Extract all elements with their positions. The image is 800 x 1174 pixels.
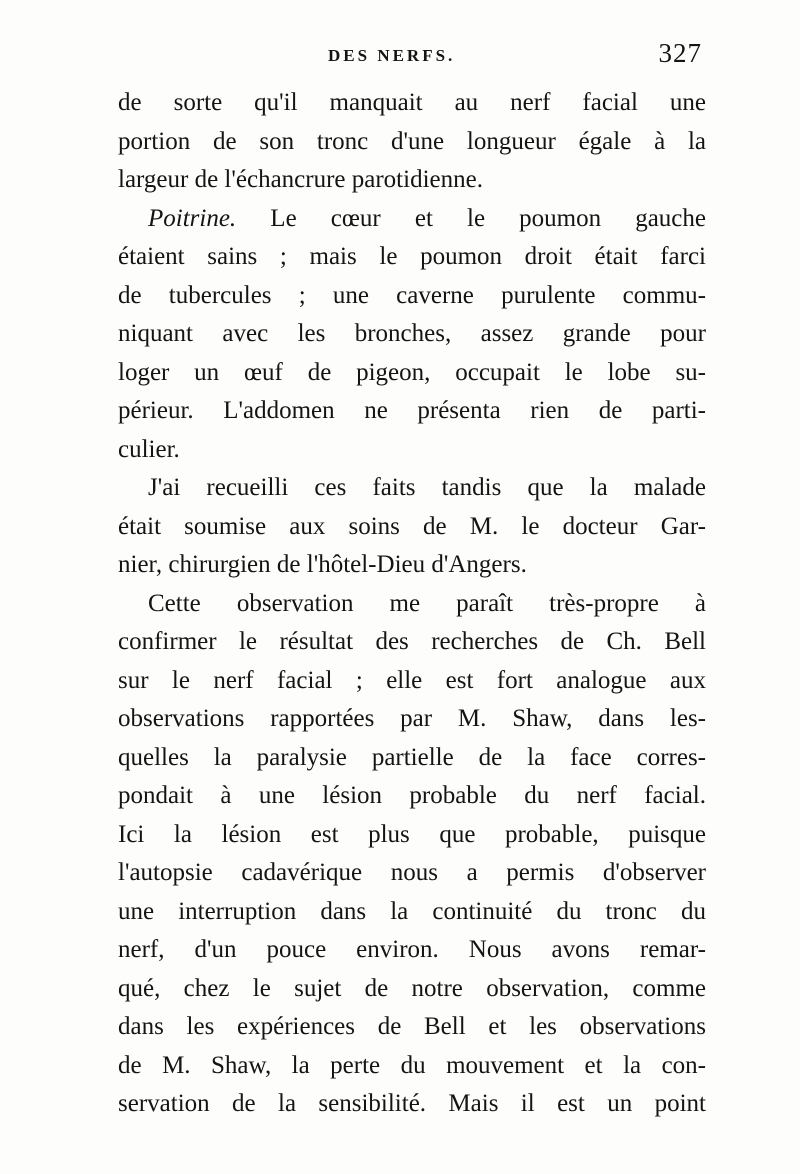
text-line: de sorte qu'il manquait au nerf facial une (118, 89, 706, 116)
text-line: de tubercules ; une caverne purulente commu- (118, 281, 706, 309)
text-line-rest: Le cœur et le poumon gauche (270, 204, 706, 232)
text-line: largeur de l'échancrure parotidienne. (118, 166, 483, 193)
text-line: niquant avec les bronches, assez grande pour (118, 320, 706, 347)
text-line: loger un œuf de pigeon, occupait le lobe su- (118, 358, 706, 386)
text-line-poitrine (118, 200, 706, 239)
text-line: de M. Shaw, la perte du mouvement et la con- (118, 1051, 706, 1079)
text-line: l'autopsie cadavérique nous a permis d'observer (118, 859, 706, 886)
page-number: 327 (658, 38, 702, 68)
text-line: dans les expériences de Bell et les observations (118, 1013, 706, 1040)
running-head: DES NERFS. (328, 46, 456, 65)
text-line: observations rapportées par M. Shaw, dans les- (118, 705, 706, 732)
text-line: pondait à une lésion probable du nerf facial. (118, 782, 706, 809)
text-line: nier, chirurgien de l'hôtel-Dieu d'Angers. (118, 551, 527, 578)
text-line: sur le nerf facial ; elle est fort analogue aux (118, 666, 706, 694)
text-line: qué, chez le sujet de notre observation, comme (118, 974, 706, 1002)
text-line: servation de la sensibilité. Mais il est un point (118, 1090, 706, 1117)
text-line: étaient sains ; mais le poumon droit était farci (118, 243, 706, 270)
text-line: était soumise aux soins de M. le docteur Gar- (118, 512, 706, 540)
page-header (118, 38, 708, 78)
text-line: Ici la lésion est plus que probable, puisque (118, 820, 706, 848)
text-line: une interruption dans la continuité du tronc du (118, 897, 706, 925)
text-line: quelles la paralysie partielle de la face corres- (118, 743, 706, 771)
text-line: confirmer le résultat des recherches de Ch. Bell (118, 628, 706, 655)
text-line: J'ai recueilli ces faits tandis que la malade (148, 474, 706, 501)
poitrine-label: Poitrine. (148, 204, 237, 232)
text-line: nerf, d'un pouce environ. Nous avons remar- (118, 936, 706, 963)
text-line: culier. (118, 435, 180, 463)
text-line: Cette observation me paraît très-propre à (148, 589, 706, 617)
text-line: périeur. L'addomen ne présenta rien de parti- (118, 397, 706, 424)
text-line: portion de son tronc d'une longueur égale à la (118, 127, 706, 155)
body-text (118, 84, 706, 1124)
